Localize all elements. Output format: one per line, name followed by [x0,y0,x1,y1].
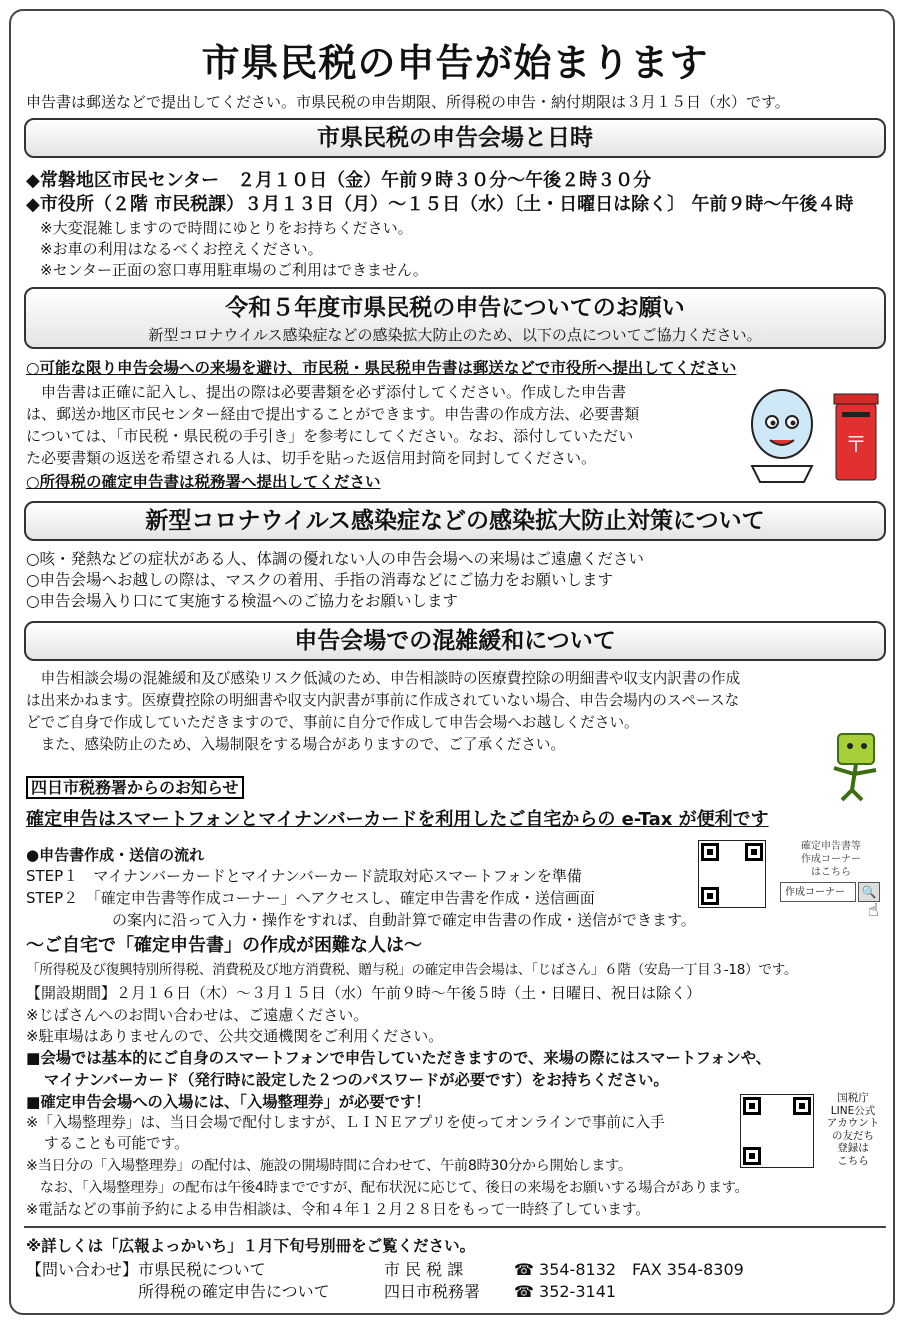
ticket-note: ※「入場整理券」は、当日会場で配付しますが、ＬＩＮＥアプリを使ってオンラインで事前に入手 [26,1114,665,1131]
step-1: STEP１ マイナンバーカードとマイナンバーカード読取対応スマートフォンを準備 [26,867,582,885]
inquiry-label: 【問い合わせ】 [26,1260,139,1279]
congestion-body-line: どでご自身で作成していただきますので、事前に自分で作成して申告会場へお越しください。 [26,714,639,731]
inquiry-office: 市 民 税 課 [384,1260,464,1279]
congestion-body-line: は出来かねます。医療費控除の明細書や収支内訳書が事前に作成されていない場合、申告会場内のスペースな [26,692,740,709]
section-congestion-heading: 申告会場での混雑緩和について [24,621,886,661]
congestion-body-line: 申告相談会場の混雑緩和及び感染リスク低減のため、申告相談時の医療費控除の明細書や収支内訳書の作成 [26,670,741,687]
note-no-parking: ※駐車場はありませんので、公共交通機関をご利用ください。 [26,1027,444,1045]
tax-office-label-text: 四日市税務署からのお知らせ [26,776,244,799]
qr2-caption-line: こちら [837,1154,869,1167]
qr-code-line-icon[interactable] [740,1094,814,1168]
request-body-line: た必要書類の返送を希望される人は、切手を貼った返信用封筒を同封してください。 [26,449,597,467]
bring-card-note: マイナンバーカード（発行時に設定した２つのパスワードが必要です）をお持ちください。 [44,1071,669,1089]
section-request-heading [24,287,886,349]
qr1-caption-line: はこちら [811,867,851,878]
venue-tokiwa: ◆常磐地区市民センター ２月１０日（金）午前９時３０分～午後２時３０分 [26,170,652,191]
search-box[interactable] [780,882,856,902]
request-point-mail: ○可能な限り申告会場への来場を避け、市民税・県民税申告書は郵送などで市役所へ提出してください [26,359,737,377]
flow-title: ●申告書作成・送信の流れ [26,846,205,864]
step-2: STEP２ 「確定申告書等作成コーナー」へアクセスし、確定申告書を作成・送信画面 [26,889,595,907]
prevention-item: ○申告会場入り口にて実施する検温へのご協力をお願いします [26,592,459,610]
ticket-note: なお、「入場整理券」の配布は午後4時までですが、配布状況に応じて、後日の来場をお願いする場合があります。 [26,1180,749,1196]
inquiry-office: 四日市税務署 [384,1282,481,1301]
qr-finder [701,843,719,861]
section-prevention-heading: 新型コロナウイルス感染症などの感染拡大防止対策について [24,501,886,541]
request-heading-sub: 新型コロナウイルス感染症などの感染拡大防止のため、以下の点についてご協力ください。 [148,326,762,344]
qr2-caption-line: 登録は [837,1142,869,1154]
postbox-icon [834,394,878,480]
qr2-caption [818,1092,888,1167]
ticket-note: ※当日分の「入場整理券」の配付は、施設の開場時間に合わせて、午前8時30分から開始します。 [26,1158,632,1174]
section-venue-heading: 市県民税の申告会場と日時 [24,118,886,158]
search-box-label: 作成コーナー [785,887,845,898]
venue-jibasan: 「所得税及び復興特別所得税、消費税及び地方消費税、贈与税」の確定申告会場は、「じばさん」６階（安島一丁目３-18）です。 [26,962,798,978]
note-item: ※大変混雑しますので時間にゆとりをお持ちください。 [40,219,413,237]
note-item: ※センター正面の窓口専用駐車場のご利用はできません。 [40,261,428,279]
qr1-caption [776,840,886,879]
inquiry-phone: ☎ 354-8132 FAX 354-8309 [514,1260,744,1279]
open-period: 【開設期間】２月１６日（木）～３月１５日（水）午前９時～午後５時（土・日曜日、祝日は除く） [26,984,702,1002]
venue-cityhall: ◆市役所（２階 市民税課）３月１３日（月）～１５日（水）〔土・日曜日は除く〕 午前９時～午後４時 [26,194,854,215]
qr2-caption-line: 国税庁 [837,1092,869,1104]
postbox-mark: 〒 [844,433,868,458]
phone-consult-note: ※電話などの事前予約による申告相談は、令和４年１２月２８日をもって一時終了しています。 [26,1201,651,1218]
prevention-item: ○咳・発熱などの症状がある人、体調の優れない人の申告会場への来場はご遠慮ください [26,550,645,568]
note-no-inquiry: ※じばさんへのお問い合わせは、ご遠慮ください。 [26,1006,369,1024]
prevention-item: ○申告会場へお越しの際は、マスクの着用、手指の消毒などにご協力をお願いします [26,571,614,589]
qr2-caption-line: アカウント [826,1117,880,1129]
qr-finder [701,887,719,905]
page-title: 市県民税の申告が始まります [201,41,709,85]
request-body-line: は、郵送か地区市民センター経由で提出することができます。申告書の作成方法、必要書類 [26,405,640,423]
qr-finder [743,1097,761,1115]
pointer-hand-icon: ☝ [868,900,879,921]
mascot-illustration [742,382,884,490]
qr1-caption-line: 確定申告書等 [801,841,861,852]
qr-code-etax-icon[interactable] [698,840,766,908]
difficult-heading: ～ご自宅で「確定申告書」の作成が困難な人は～ [26,935,422,956]
inquiry-subject: 所得税の確定申告について [138,1282,330,1301]
ticket-note-continued: することも可能です。 [44,1135,189,1152]
search-icon[interactable]: 🔍 [858,882,880,902]
inquiry-phone: ☎ 352-3141 [514,1282,617,1301]
character-icon [752,390,812,482]
qr-finder [743,1147,761,1165]
inquiry-subject: 市県民税について [138,1260,266,1279]
qr-finder [793,1097,811,1115]
details-note: ※詳しくは「広報よっかいち」１月下旬号別冊をご覧ください。 [26,1237,476,1255]
green-mascot-icon [820,730,890,802]
request-heading-title: 令和５年度市県民税の申告についてのお願い [225,295,685,321]
footer-divider [24,1226,886,1228]
note-item: ※お車の利用はなるべくお控えください。 [40,240,323,258]
step-2-continued: の案内に沿って入力・操作をすれば、自動計算で確定申告書の作成・送信ができます。 [112,911,696,929]
request-body-line: 申告書は正確に記入し、提出の際は必要書類を必ず添付してください。作成した申告書 [26,383,627,401]
intro-text: 申告書は郵送などで提出してください。市県民税の申告期限、所得税の申告・納付期限は３月１５日（水）です。 [26,93,790,111]
request-point-taxoffice: ○所得税の確定申告書は税務署へ提出してください [26,473,381,491]
tax-office-label [26,778,244,798]
qr1-caption-line: 作成コーナー [801,854,861,865]
qr2-caption-line: の友だち [832,1129,874,1142]
qr-finder [745,843,763,861]
congestion-body-line: また、感染防止のため、入場制限をする場合がありますので、ご了承ください。 [26,736,566,753]
request-body-line: については、「市民税・県民税の手引き」を参考にしてください。なお、添付していただい [26,427,634,445]
ticket-required: ■確定申告会場への入場には、「入場整理券」が必要です！ [26,1093,431,1111]
qr2-caption-line: LINE公式 [830,1104,876,1117]
etax-headline: 確定申告はスマートフォンとマイナンバーカードを利用したご自宅からの e-Tax が便利です [26,809,769,830]
bring-smartphone-note: ■会場では基本的にご自身のスマートフォンで申告していただきますので、来場の際にはスマートフォンや、 [26,1049,772,1067]
